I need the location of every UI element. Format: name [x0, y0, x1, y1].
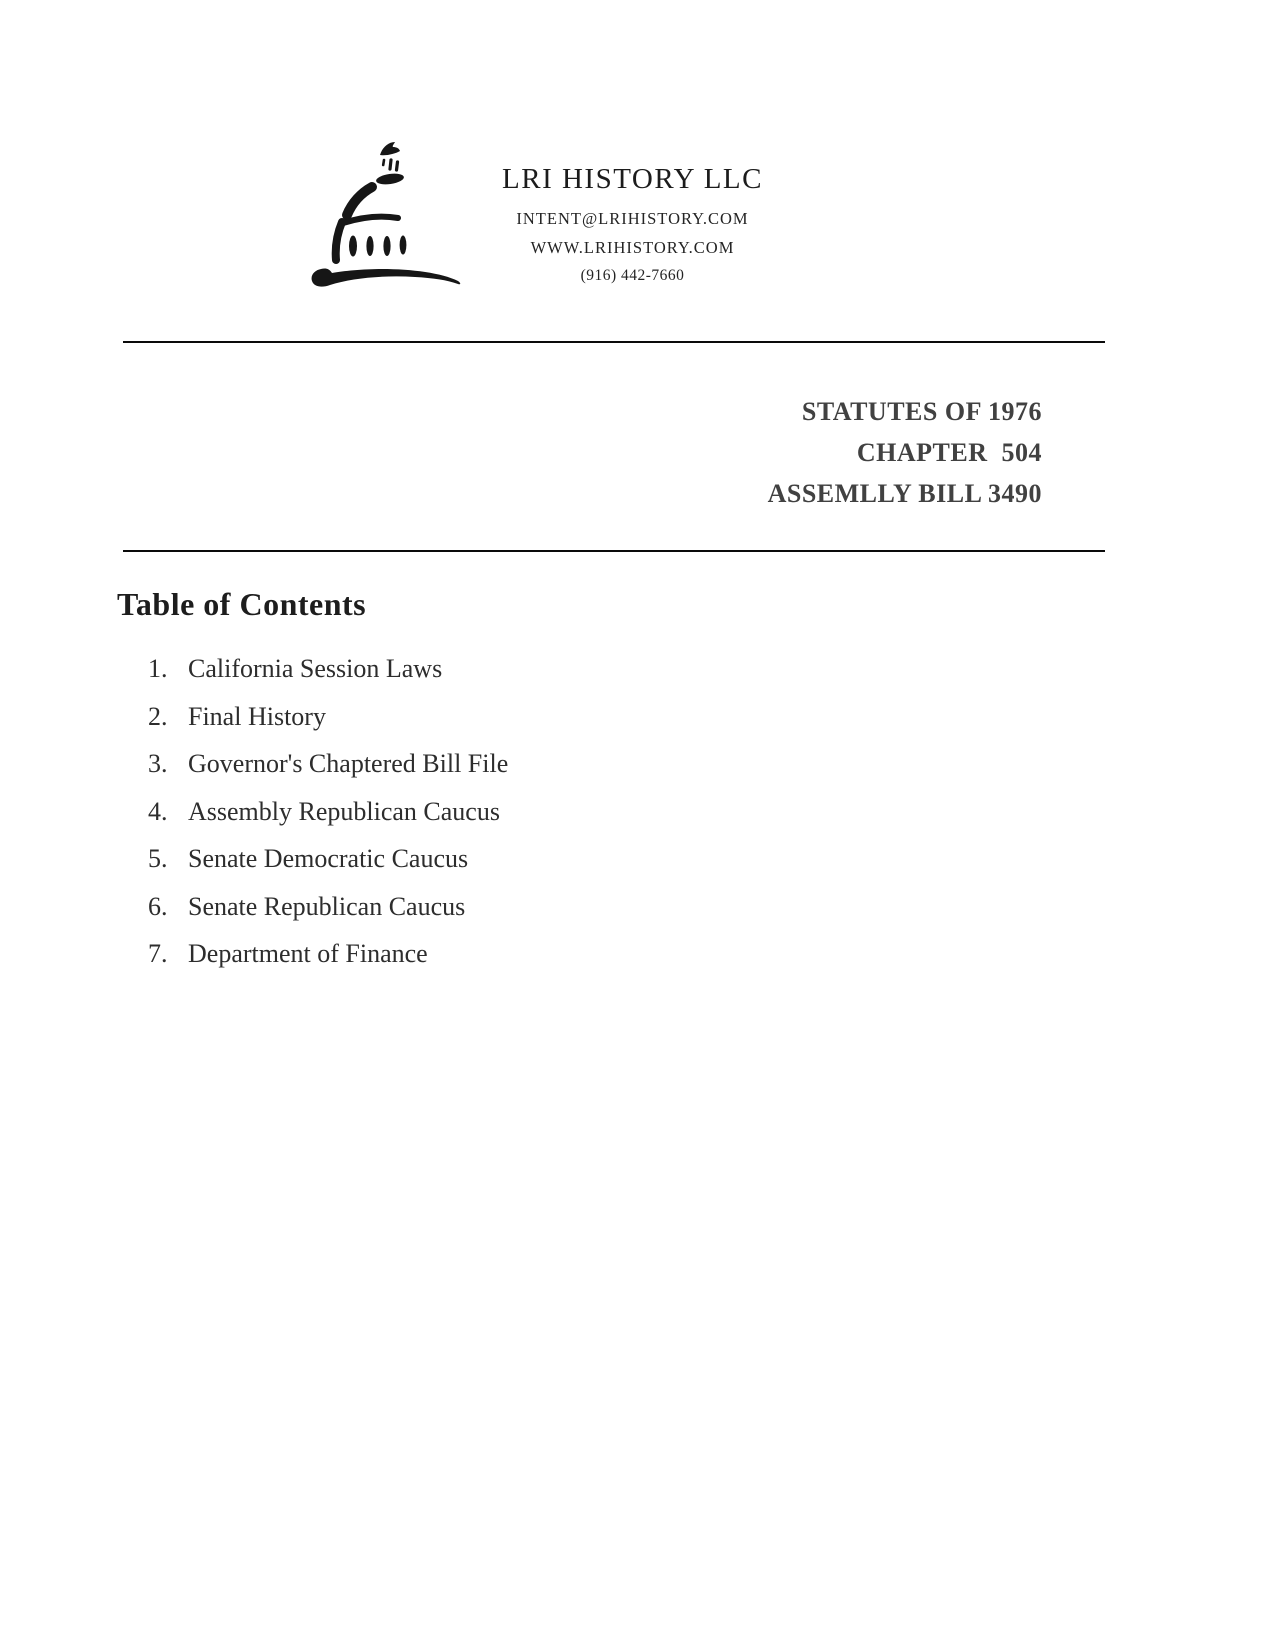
toc-item-label: Department of Finance — [188, 939, 428, 968]
toc-item-label: Assembly Republican Caucus — [188, 796, 500, 826]
statute-block — [768, 391, 1042, 514]
toc-item-label: Governor's Chaptered Bill File — [188, 749, 509, 778]
assembly-bill-line: ASSEMLLY BILL 3490 — [767, 479, 1042, 508]
toc-item-5 — [148, 835, 508, 883]
company-phone: (916) 442-7660 — [580, 267, 685, 284]
toc-item-label: Final History — [188, 701, 326, 731]
company-email: INTENT@LRIHISTORY.COM — [516, 209, 749, 228]
chapter-line: CHAPTER 504 — [856, 438, 1042, 467]
toc-item-label: Senate Democratic Caucus — [188, 844, 469, 873]
toc-item-label: Senate Republican Caucus — [188, 891, 466, 921]
letterhead — [380, 163, 885, 285]
company-website: WWW.LRIHISTORY.COM — [530, 238, 735, 257]
toc-item-number: 7. — [148, 939, 168, 968]
toc-list — [148, 645, 508, 978]
toc-item-1 — [148, 645, 508, 693]
statutes-of-line: STATUTES OF 1976 — [801, 397, 1042, 426]
toc-item-2 — [148, 693, 508, 741]
toc-item-7 — [148, 930, 508, 978]
toc-item-6 — [148, 883, 508, 931]
toc-title: Table of Contents — [117, 586, 367, 622]
toc-item-number: 5. — [148, 844, 168, 873]
toc-item-number: 3. — [148, 749, 168, 778]
toc-item-label: California Session Laws — [188, 654, 443, 683]
toc-item-number: 6. — [148, 891, 168, 921]
horizontal-rule-middle — [123, 550, 1105, 552]
horizontal-rule-top — [123, 341, 1105, 343]
toc-item-3 — [148, 740, 508, 788]
toc-item-number: 2. — [148, 701, 168, 731]
toc-item-number: 4. — [148, 796, 168, 826]
toc-item-4 — [148, 788, 508, 836]
company-name: LRI HISTORY LLC — [502, 163, 763, 195]
toc-item-number: 1. — [148, 654, 168, 683]
